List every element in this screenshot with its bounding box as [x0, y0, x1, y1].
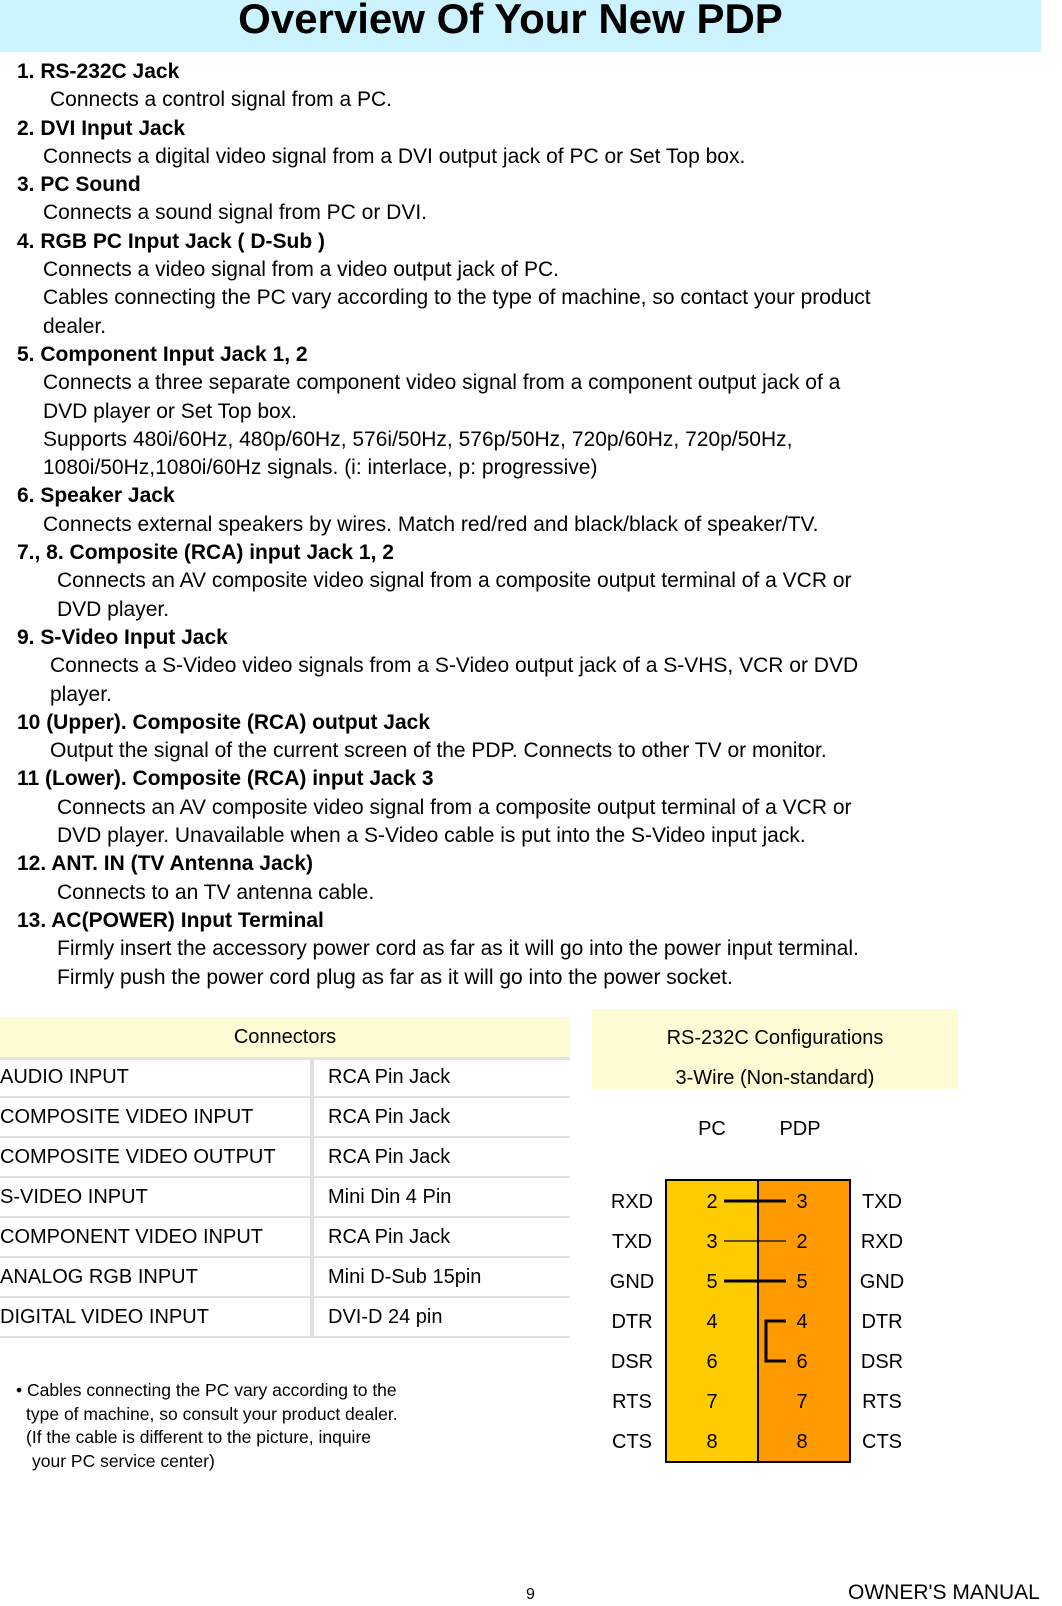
jack-item [17, 228, 1047, 341]
connector-name: AUDIO INPUT [0, 1058, 312, 1097]
jack-description-line: DVD player. Unavailable when a S-Video cable is put into the S-Video input jack. [57, 824, 806, 848]
pdp-label: PDP [779, 1118, 821, 1140]
connector-name: S-VIDEO INPUT [0, 1177, 312, 1217]
pdp-pin-number: 6 [796, 1351, 808, 1373]
jack-description-line: Connects a sound signal from PC or DVI. [43, 201, 428, 225]
jack-description-line: Connects external speakers by wires. Match red/red and black/black of speaker/TV. [43, 512, 819, 536]
jack-description-line: Firmly push the power cord plug as far as it will go into the power socket. [57, 965, 733, 989]
pdp-pin-number: 7 [796, 1391, 808, 1413]
jack-heading: 7., 8. Composite (RCA) input Jack 1, 2 [17, 541, 394, 565]
connector-type: Mini D-Sub 15pin [312, 1257, 570, 1297]
jack-item [17, 624, 1047, 709]
jack-description-list [17, 58, 1047, 992]
rs232c-subtitle: 3-Wire (Non-standard) [675, 1067, 875, 1089]
jack-description-line: 1080i/50Hz,1080i/60Hz signals. (i: interlace, p: progressive) [43, 456, 598, 480]
pdp-pin-number: 3 [796, 1191, 808, 1213]
jack-heading: 10 (Upper). Composite (RCA) output Jack [17, 710, 431, 734]
pdp-signal-label: RXD [860, 1231, 904, 1253]
pc-signal-label: RXD [610, 1191, 654, 1213]
pc-pin-number: 6 [706, 1351, 718, 1373]
connector-name: COMPOSITE VIDEO OUTPUT [0, 1137, 312, 1177]
pc-pin-number: 2 [706, 1191, 718, 1213]
connector-type: DVI-D 24 pin [312, 1297, 570, 1337]
pc-signal-label: RTS [612, 1391, 652, 1413]
jack-description-line: Connects a video signal from a video output jack of PC. [43, 258, 559, 282]
jack-item [17, 907, 1047, 992]
jack-description-line: Connects to an TV antenna cable. [57, 880, 375, 904]
jack-item [17, 482, 1047, 539]
pc-pin-number: 4 [706, 1311, 718, 1333]
jack-description-line: Connects a S-Video video signals from a S-Video output jack of a S-VHS, VCR or DVD [50, 654, 859, 678]
jack-description-line: Firmly insert the accessory power cord as far as it will go into the power input terminal. [57, 937, 859, 961]
connector-type: Mini Din 4 Pin [312, 1177, 570, 1217]
page-number: 9 [526, 1586, 535, 1603]
pdp-pin-number: 4 [796, 1311, 808, 1333]
pc-pin-number: 3 [706, 1231, 718, 1253]
pc-signal-label: DTR [611, 1311, 653, 1333]
rs232c-title: RS-232C Configurations [666, 1027, 884, 1049]
pdp-signal-label: TXD [862, 1191, 902, 1213]
jack-heading: 2. DVI Input Jack [17, 116, 186, 140]
connector-type: RCA Pin Jack [312, 1097, 570, 1137]
pdp-pin-number: 5 [796, 1271, 808, 1293]
connector-row [0, 1097, 570, 1137]
jack-description-line: Connects an AV composite video signal from a composite output terminal of a VCR or [57, 569, 852, 593]
jack-heading: 9. S-Video Input Jack [17, 625, 228, 649]
jack-description-line: Connects an AV composite video signal from a composite output terminal of a VCR or [57, 795, 852, 819]
jack-item [17, 709, 1047, 766]
connector-row [0, 1137, 570, 1177]
jack-description-line: Supports 480i/60Hz, 480p/60Hz, 576i/50Hz, 576p/50Hz, 720p/60Hz, 720p/50Hz, [43, 427, 793, 451]
pc-signal-label: CTS [612, 1431, 652, 1453]
connector-name: COMPONENT VIDEO INPUT [0, 1217, 312, 1257]
rs232c-config-box [592, 1009, 958, 1089]
jack-description-line: Connects a control signal from a PC. [50, 88, 392, 112]
pdp-signal-label: DSR [860, 1351, 904, 1373]
jack-item [17, 171, 1047, 228]
connector-type: RCA Pin Jack [312, 1217, 570, 1257]
jack-item [17, 341, 1047, 482]
pc-label: PC [698, 1118, 726, 1140]
jack-heading: 11 (Lower). Composite (RCA) input Jack 3 [17, 767, 434, 791]
jack-description-line: DVD player. [57, 597, 170, 621]
pc-pin-number: 7 [706, 1391, 718, 1413]
connectors-table-title: Connectors [0, 1017, 570, 1060]
pdp-signal-label: GND [859, 1271, 905, 1293]
cable-note [16, 1379, 398, 1473]
jack-description-line: Cables connecting the PC vary according to the type of machine, so contact your product [43, 286, 871, 310]
jack-heading: 6. Speaker Jack [17, 484, 175, 508]
pdp-signal-label: CTS [862, 1431, 902, 1453]
page-title: Overview Of Your New PDP [238, 0, 783, 42]
note-line: (If the cable is different to the picture, inquire [26, 1427, 372, 1447]
jack-description-line: Output the signal of the current screen of the PDP. Connects to other TV or monitor. [50, 739, 827, 763]
pdp-signal-label: DTR [861, 1311, 903, 1333]
jack-item [17, 765, 1047, 850]
jack-heading: 13. AC(POWER) Input Terminal [17, 908, 324, 932]
jack-item [17, 58, 1047, 115]
jack-heading: 5. Component Input Jack 1, 2 [17, 342, 308, 366]
connector-row [0, 1217, 570, 1257]
jack-description-line: dealer. [43, 314, 107, 338]
connector-row [0, 1257, 570, 1297]
pdp-pin-number: 8 [796, 1431, 808, 1453]
jack-description-line: Connects a three separate component video signal from a component output jack of a [43, 371, 841, 395]
jack-item [17, 115, 1047, 172]
jack-heading: 4. RGB PC Input Jack ( D-Sub ) [17, 229, 326, 253]
jack-heading: 1. RS-232C Jack [17, 60, 180, 83]
note-line: type of machine, so consult your product dealer. [26, 1403, 398, 1424]
jack-heading: 12. ANT. IN (TV Antenna Jack) [17, 852, 314, 876]
note-line: your PC service center) [32, 1450, 215, 1471]
pc-signal-label: GND [609, 1271, 655, 1293]
jack-description-line: DVD player or Set Top box. [43, 399, 298, 423]
rs232c-wiring-diagram [600, 1115, 940, 1471]
title-banner [0, 0, 1041, 52]
connector-row [0, 1177, 570, 1217]
pc-signal-label: TXD [612, 1231, 652, 1253]
note-line: • Cables connecting the PC vary according to the [16, 1380, 397, 1400]
connector-type: RCA Pin Jack [312, 1058, 570, 1097]
connector-row [0, 1297, 570, 1337]
jack-heading: 3. PC Sound [17, 173, 141, 197]
connector-type: RCA Pin Jack [312, 1137, 570, 1177]
pc-pin-number: 8 [706, 1431, 718, 1453]
connectors-table [0, 1058, 570, 1338]
pdp-signal-label: RTS [862, 1391, 902, 1413]
jack-description-line: Connects a digital video signal from a DVI output jack of PC or Set Top box. [43, 144, 746, 168]
pc-signal-label: DSR [610, 1351, 654, 1373]
pdp-pin-number: 2 [796, 1231, 808, 1253]
connector-name: ANALOG RGB INPUT [0, 1257, 312, 1297]
connector-name: COMPOSITE VIDEO INPUT [0, 1097, 312, 1137]
jack-description-line: player. [50, 682, 112, 706]
connector-row [0, 1058, 570, 1097]
jack-item [17, 539, 1047, 624]
connector-name: DIGITAL VIDEO INPUT [0, 1297, 312, 1337]
manual-label: OWNER'S MANUAL [848, 1581, 1040, 1604]
pc-pin-number: 5 [706, 1271, 718, 1293]
jack-item [17, 850, 1047, 907]
